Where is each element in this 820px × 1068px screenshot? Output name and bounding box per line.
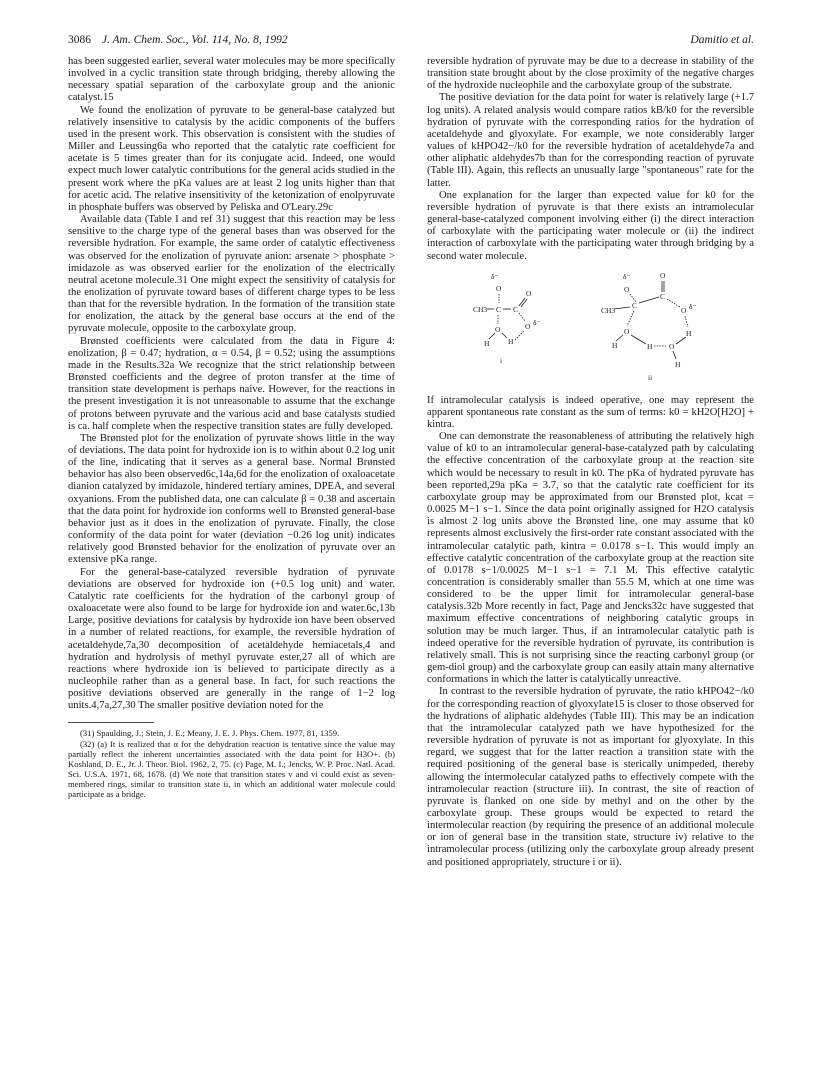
carbon-atom: C [660,291,666,301]
footnote-rule [68,722,154,723]
methyl-group: CH3 [601,305,616,315]
oxygen-atom: O [624,326,630,336]
structure-ii [601,271,697,382]
paragraph: If intramolecular catalysis is indeed operative, one may represent the apparent spontaneous rate constant as the sum of terms: k0 = kH2O[H2O] + kintra. [427,394,754,430]
methyl-group: CH3 [473,304,488,314]
structure-label-ii: ii [648,372,653,382]
footnote-31: (31) Spaulding, J.; Stein, J. E.; Meany, J. E. J. Phys. Chem. 1977, 81, 1359. [80,728,340,739]
structure-i [473,272,541,365]
paragraph: One can demonstrate the reasonableness of attributing the relatively high value of k0 to an intramolecular general-base-catalyzed path by calculating the effective concentration of the carboxylate group at the reaction site which would be necessary to result in k0. The pKa of hydrated pyruvate has been reported,29a pKa = 3.7, so that the catalytic rate coefficient for its carboxylate group may be approximated from our Brønsted plot, kcat = 0.0025 M−1 s−1. Since the data point originally assigned for H2O catalysis is almost 2 log units above the Brønsted line, one may assume that k0 represents almost exclusively the first-order rate constant associated with the intramolecular catalytic path, kintra = 0.0178 s−1. This would imply an effective catalytic concentration of the carboxylate group at the reaction site of 0.0178 s−1/0.0025 M−1 s−1 = 7.1 M. This effective catalytic concentration is considerably smaller than 55.5 M, which at one time was considered to be the upper limit for intramolecular general-base catalysis.32b More recently in fact, Page and Jencks32c have suggested that maximum effective concentrations of neighboring catalytic groups in solution may be much larger. Thus, if an intramolecular catalytic path is indeed operative for the reversible hydration of pyruvate, its contribution is relatively small. This is not surprising since the reacting carbonyl group (or gem-diol group) and the carboxylate group can easily attain many alternative conformations in which the latter is catalytically unreactive. [427,431,754,686]
running-header [68,34,754,50]
transition-state-scheme [427,267,754,389]
structure-label-i: i [500,355,503,365]
journal-citation: J. Am. Chem. Soc., Vol. 114, No. 8, 1992 [101,34,288,46]
oxygen-atom: O [496,283,502,293]
hydrogen-atom: H [508,336,514,346]
delta-minus-label: δ⁻ [491,271,499,281]
header-authors: Damitio et al. [690,34,754,46]
hydrogen-atom: H [686,328,692,338]
left-column [68,56,395,799]
hydrogen-atom: H [675,359,681,369]
footnote-32: (32) (a) It is realized that α for the dehydration reaction is tentative since the value may partially reflect the inherent uncertainties associated with the data point for H3O+. (b) Koshland, D. E., Jr. J. Theor. Biol. 1962, 2, 75. (c) Page, M. I.; Jencks, W. P. Proc. Natl. Acad. Sci. U.S.A. 1971, 68, 1678. (d) We note that transition states v and vi could exist as seven-membered rings, similar to transition state ii, in which an additional water molecule could participate as a bridge. [68,738,395,799]
paragraph: Available data (Table I and ref 31) suggest that this reaction may be less sensitive to the charge type of the general bases than was observed for the reversible hydration. For example, the same order of catalytic effectiveness was observed for the enolization of pyruvate anion: arsenate > phosphate > imidazole as was observed earlier for the enolization of the electrically neutral acetone molecule.31 One might expect the sensitivity of catalysis for the enolization of pyruvate toward bases of different charge types to be less than that for the reversible hydration. In the formation of the transition state for enolization, the attack by the general base occurs at the end of the pyruvate molecule, opposite to the carboxylate group. [68,214,395,335]
structures-svg [427,267,754,389]
delta-minus-label: δ⁻ [623,271,631,281]
paragraph: In contrast to the reversible hydration of pyruvate, the ratio kHPO42−/k0 for the corresponding reaction of glyoxylate15 is closer to those observed for the hydrations of aliphatic aldehydes (Table III). This may be an indication that the intramolecular catalyzed path we have hypothesized for the reversible hydration of pyruvate is not as important for glyoxylate. In this regard, we suggest that for the latter reaction a transition state with the required positioning of the general base is sterically unimpeded, thereby allowing the intermolecular catalyzed paths to effectively compete with the intramolecular reaction (structure iii). In contrast, the site of reaction of pyruvate is flanked on one side by methyl and on the other by the carboxylate group. These groups would be expected to retard the intermolecular reaction (by requiring the presence of an additional molecule or ion of general base in the transition state, structure iv) relative to the intramolecular process (utilizing only the carboxylate group already present and positioned appropriately, structure i or ii). [427,686,754,868]
oxygen-atom: O [624,284,630,294]
paragraph: The positive deviation for the data point for water is relatively large (+1.7 log units). A related analysis would compare ratios kB/k0 for the reversible hydration of pyruvate with the corresponding ratios for the hydration of acetaldehyde and glyoxylate. For example, we note considerably larger values of kHPO42−/k0 for the reversible hydration of acetaldehyde7a and other aliphatic aldehydes7b than for the corresponding reaction of pyruvate (Table III). Again, this reflects an unusually large "spontaneous" rate for the latter. [427,92,754,189]
right-column [427,56,754,869]
paragraph: reversible hydration of pyruvate may be due to a decrease in stability of the transition state brought about by the close proximity of the negative charges of the hydroxide nucleophile and the carboxylate group of the substrate. [427,56,754,92]
paragraph: has been suggested earlier, several water molecules may be more specifically involved in a cyclic transition state through bridging, thereby allowing the necessary spatial separation of the carboxylate group and the anionic catalyst.15 [68,56,395,104]
paragraph: Brønsted coefficients were calculated from the data in Figure 4: enolization, β = 0.47; hydration, α = 0.54, β = 0.52; using the assumptions made in the Results.32a We recognize that the strict relationship between Brønsted coefficients and the degree of proton transfer at the time of transition state development is perhaps naive. However, for the reactions in the present investigation it is not unreasonable to assume that the exchange of protons between pyruvate and the various acid and base catalysts studied is ca. half complete when the respective transition states are fully developed. [68,335,395,432]
hydrogen-atom: H [647,341,653,351]
carbon-atom: C [496,304,502,314]
carbon-atom: C [632,300,638,310]
delta-minus-label: δ⁻ [533,317,541,327]
oxygen-atom: O [526,288,532,298]
oxygen-atom: O [495,324,501,334]
paragraph: For the general-base-catalyzed reversible hydration of pyruvate deviations are observed for hydroxide ion (+0.5 log unit) and water. Catalytic rate coefficients for the hydration of the carbonyl group of oxaloacetate were also found to be large for hydroxide ion and water.6c,13b Large, positive deviations for catalysis by hydroxide ion have been observed in a number of related reactions, for example, the reversible hydration of acetaldehyde,7a,30 decomposition of acetaldehyde hemiacetals,4 and hydration and hydrolysis of methyl pyruvate ester,27 all of which are reactions where hydroxide ion is believed to participate directly as a nucleophile rather than as a general base. In fact, for such reactions the positive deviations observed are generally in the range of 1−2 log units.4,7a,27,30 The smaller positive deviation noted for the [68,566,395,712]
hydrogen-atom: H [612,340,618,350]
paragraph: The Brønsted plot for the enolization of pyruvate shows little in the way of deviations. The data point for hydroxide ion is to within about 0.2 log unit of the line, indicating that it serves as a general base. Normal Brønsted behavior has also been observed6c,14a,6d for the enolization of oxaloacetate dianion catalyzed by imidazole, hindered tertiary amines, DPEA, and several oxyanions. From the published data, one can calculate β = 0.38 and ascertain that the data point for hydroxide ion conforms well to Brønsted general-base behavior just as it does in the enolization of pyruvate. Finally, the close conformity of the data point for water (deviation −0.26 log unit) indicates relatively good Brønsted behavior for the enolization of pyruvate over an extensive pKa range. [68,432,395,566]
hydrogen-atom: H [484,338,490,348]
paragraph: We found the enolization of pyruvate to be general-base catalyzed but relatively insensitive to catalysis by the acidic components of the buffers used in the present work. This observation is consistent with the studies of Miller and Leussing6a who reported that the catalytic rate coefficient for acetate is 5 times greater than for its conjugate acid. Indeed, one would expect much lower catalytic contributions for the general acids studied in the present work where the pKa values are at least 2 log units higher than that for acetic acid. The relative insensitivity of the ketonization of enolpyruvate in phosphate buffers was observed by Peliska and O'Leary.29c [68,104,395,213]
paragraph: One explanation for the larger than expected value for k0 for the reversible hydration of pyruvate is that there exists an intramolecular general-base-catalyzed component involving either (i) the direct interaction of carboxylate with the participating water molecule or (ii) the indirect interaction of carboxylate with the participating water through bridging by a second water molecule. [427,189,754,262]
delta-minus-label: δ⁻ [689,301,697,311]
oxygen-atom: O [681,305,687,315]
carbon-atom: C [513,304,519,314]
oxygen-atom: O [525,321,531,331]
page-number: 3086 [68,34,91,46]
header-left [68,34,288,46]
oxygen-atom: O [669,341,675,351]
oxygen-atom: O [660,270,666,280]
